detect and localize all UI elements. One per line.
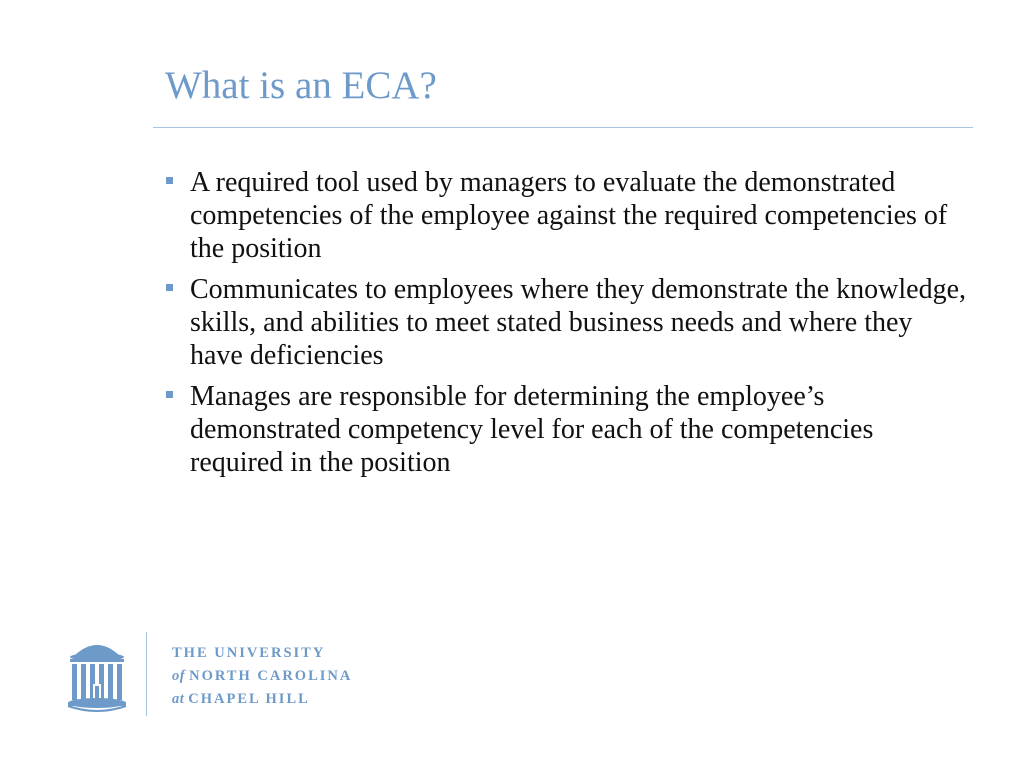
logo-line-3-prefix: at [172, 691, 185, 707]
logo-line-3 [172, 688, 352, 711]
logo-line-2-prefix: of [172, 668, 186, 684]
bullet-item [166, 273, 966, 372]
bullet-text: Communicates to employees where they demonstrate the knowledge, skills, and abilities to meet stated business needs and where they have deficiencies [190, 274, 967, 371]
logo-divider [146, 632, 147, 716]
square-bullet-icon [166, 177, 173, 184]
square-bullet-icon [166, 391, 173, 398]
slide-title: What is an ECA? [165, 64, 437, 107]
title-divider [153, 127, 973, 128]
bullet-text: A required tool used by managers to evaluate the demonstrated competencies of the employee against the required competencies of the position [190, 167, 948, 264]
logo-wordmark [172, 642, 352, 711]
university-logo [66, 632, 386, 718]
logo-line-3-main: CHAPEL HILL [188, 691, 310, 707]
bullet-text: Manages are responsible for determining the employee’s demonstrated competency level for each of the competencies required in the position [190, 381, 874, 478]
old-well-icon [66, 636, 128, 714]
logo-line-1: THE UNIVERSITY [172, 645, 326, 661]
bullet-item [166, 380, 966, 479]
logo-line-2 [172, 665, 352, 688]
bullet-item [166, 166, 966, 265]
square-bullet-icon [166, 284, 173, 291]
bullet-list [166, 166, 966, 487]
logo-line-2-main: NORTH CAROLINA [189, 668, 353, 684]
